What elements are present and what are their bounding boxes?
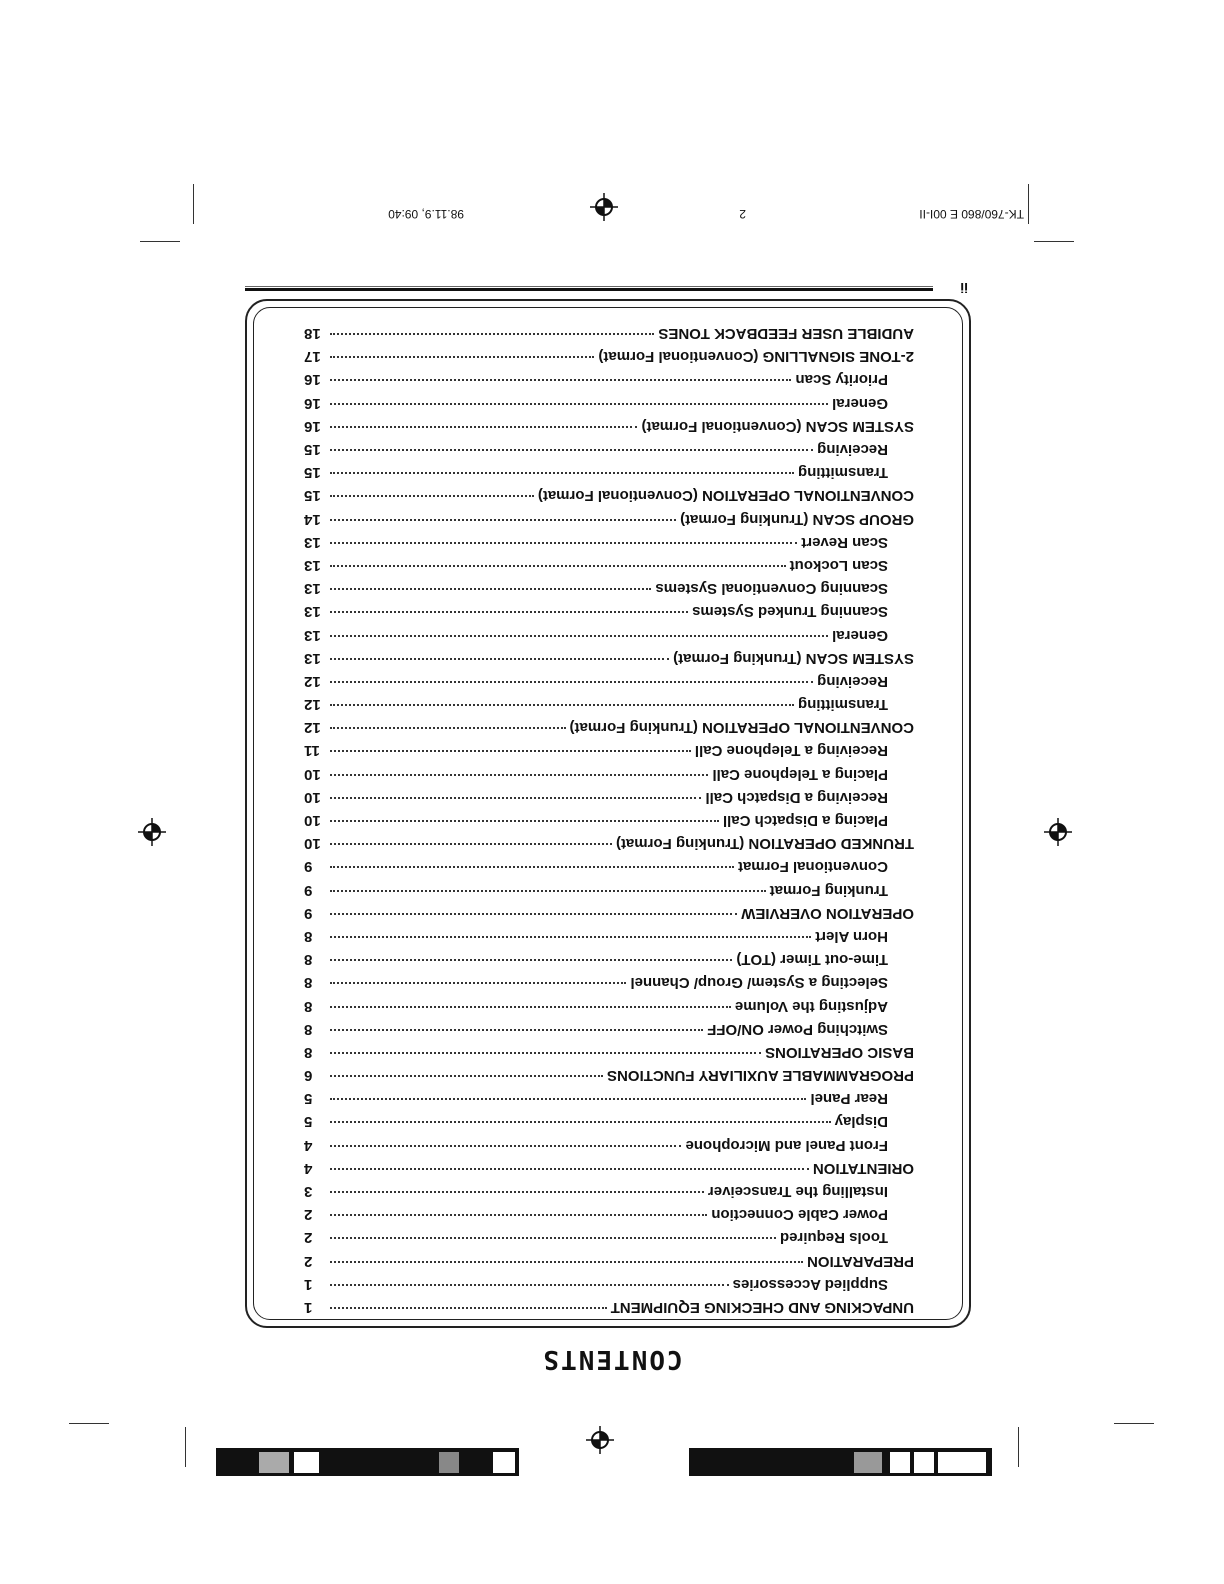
crop-mark bbox=[1028, 184, 1029, 224]
crop-mark bbox=[140, 241, 180, 242]
toc-row bbox=[304, 690, 914, 713]
toc-entry-title: SYSTEM SCAN (Conventional Format) bbox=[641, 417, 914, 435]
toc-row bbox=[304, 412, 914, 435]
toc-entry-page: 8 bbox=[304, 951, 313, 969]
toc-entry-page: 16 bbox=[304, 371, 321, 389]
divider-rule bbox=[245, 286, 933, 287]
dot-leader bbox=[330, 1052, 761, 1054]
crop-mark bbox=[1034, 241, 1074, 242]
toc-entry-page: 4 bbox=[304, 1159, 313, 1177]
toc-entry-title: TRUNKED OPERATION (Trunking Format) bbox=[615, 835, 914, 853]
toc-entry-title: Switching Power ON/OFF bbox=[707, 1020, 888, 1038]
toc-entry-page: 10 bbox=[304, 765, 321, 783]
toc-row bbox=[304, 1293, 914, 1316]
toc-entry-page: 17 bbox=[304, 348, 321, 366]
toc-entry-title: BASIC OPERATIONS bbox=[765, 1043, 914, 1061]
dot-leader bbox=[330, 681, 813, 683]
toc-row bbox=[304, 644, 914, 667]
toc-row bbox=[304, 389, 914, 412]
dot-leader bbox=[330, 1122, 831, 1124]
dot-leader bbox=[330, 472, 794, 474]
toc-row bbox=[304, 1246, 914, 1269]
dot-leader bbox=[330, 1145, 681, 1147]
dot-leader bbox=[330, 936, 811, 938]
toc-entry-page: 8 bbox=[304, 1043, 313, 1061]
toc-entry-title: PREPARATION bbox=[807, 1252, 914, 1270]
toc-entry-title: UNPACKING AND CHECKING EQUIPMENT bbox=[610, 1299, 914, 1316]
toc-entry-page: 8 bbox=[304, 928, 313, 945]
toc-entry-title: Selecting a System/ Group/ Channel bbox=[630, 974, 888, 992]
toc-entry-page: 1 bbox=[304, 1299, 313, 1316]
toc-entry-page: 6 bbox=[304, 1067, 313, 1085]
toc-entry-title: SYSTEM SCAN (Trunking Format) bbox=[673, 649, 914, 667]
toc-entry-page: 2 bbox=[304, 1206, 313, 1224]
toc-entry-title: Receiving bbox=[817, 672, 888, 690]
toc-row bbox=[304, 806, 914, 829]
toc-entry-title: Time-out Timer (TOT) bbox=[736, 951, 888, 969]
toc-entry-title: Scan Lockout bbox=[789, 557, 888, 574]
toc-row bbox=[304, 1223, 914, 1246]
toc-entry-page: 12 bbox=[304, 696, 321, 714]
toc-row bbox=[304, 713, 914, 736]
toc-row bbox=[304, 875, 914, 898]
toc-row bbox=[304, 620, 914, 643]
toc-row bbox=[304, 551, 914, 574]
dot-leader bbox=[330, 1029, 703, 1031]
dot-leader bbox=[330, 1261, 803, 1263]
toc-list bbox=[304, 319, 914, 1316]
dot-leader bbox=[330, 426, 637, 428]
toc-entry-page: 9 bbox=[304, 881, 313, 899]
toc-entry-title: Conventional Format bbox=[737, 858, 888, 876]
dot-leader bbox=[330, 1098, 806, 1100]
color-bar-right bbox=[216, 1448, 519, 1476]
toc-entry-page: 4 bbox=[304, 1136, 313, 1154]
crop-mark bbox=[69, 1423, 109, 1424]
toc-entry-page: 13 bbox=[304, 603, 321, 621]
toc-row bbox=[304, 528, 914, 551]
toc-row bbox=[304, 1061, 914, 1084]
toc-entry-page: 13 bbox=[304, 533, 321, 551]
toc-entry-title: Front Panel and Microphone bbox=[685, 1136, 888, 1154]
toc-entry-title: CONVENTIONAL OPERATION (Conventional Format) bbox=[537, 487, 914, 505]
toc-row bbox=[304, 852, 914, 875]
toc-entry-page: 10 bbox=[304, 812, 321, 830]
toc-entry-title: GROUP SCAN (Trunking Format) bbox=[680, 510, 914, 528]
toc-row bbox=[304, 365, 914, 388]
toc-entry-page: 5 bbox=[304, 1090, 313, 1108]
toc-row bbox=[304, 1200, 914, 1223]
toc-entry-title: General bbox=[832, 394, 888, 412]
crop-mark bbox=[185, 1427, 186, 1467]
toc-row bbox=[304, 504, 914, 527]
dot-leader bbox=[330, 565, 786, 567]
toc-entry-page: 13 bbox=[304, 649, 321, 667]
toc-entry-page: 3 bbox=[304, 1183, 313, 1201]
toc-entry-page: 9 bbox=[304, 858, 313, 876]
toc-row bbox=[304, 1015, 914, 1038]
dot-leader bbox=[330, 890, 766, 892]
toc-entry-page: 14 bbox=[304, 510, 321, 528]
dot-leader bbox=[330, 727, 566, 729]
dot-leader bbox=[330, 843, 612, 845]
toc-entry-page: 16 bbox=[304, 394, 321, 412]
toc-row bbox=[304, 922, 914, 945]
toc-row bbox=[304, 1038, 914, 1061]
toc-entry-page: 13 bbox=[304, 557, 321, 574]
toc-entry-title: Supplied Accessories bbox=[732, 1275, 888, 1293]
toc-row bbox=[304, 435, 914, 458]
toc-entry-title: Scan Revert bbox=[801, 533, 888, 551]
toc-entry-title: Scanning Conventional Systems bbox=[655, 580, 888, 598]
dot-leader bbox=[330, 1075, 603, 1077]
toc-entry-page: 12 bbox=[304, 672, 321, 690]
toc-row bbox=[304, 667, 914, 690]
toc-row bbox=[304, 968, 914, 991]
toc-entry-title: General bbox=[832, 626, 888, 644]
dot-leader bbox=[330, 866, 734, 868]
toc-entry-title: Tools Required bbox=[779, 1229, 888, 1247]
toc-row bbox=[304, 319, 914, 342]
dot-leader bbox=[330, 751, 691, 753]
toc-entry-title: 2-TONE SIGNALLING (Conventional Format) bbox=[598, 348, 914, 366]
toc-row bbox=[304, 1084, 914, 1107]
toc-entry-page: 16 bbox=[304, 417, 321, 435]
dot-leader bbox=[330, 774, 708, 776]
toc-entry-title: Priority Scan bbox=[795, 371, 888, 389]
dot-leader bbox=[330, 797, 701, 799]
dot-leader bbox=[330, 1168, 809, 1170]
page-marker: ii bbox=[960, 280, 968, 296]
toc-entry-page: 18 bbox=[304, 325, 321, 343]
toc-entry-title: Transmitting bbox=[797, 464, 888, 482]
toc-entry-page: 12 bbox=[304, 719, 321, 737]
divider-rule bbox=[245, 288, 933, 291]
toc-row bbox=[304, 991, 914, 1014]
toc-row bbox=[304, 1270, 914, 1293]
toc-row bbox=[304, 481, 914, 504]
toc-entry-page: 10 bbox=[304, 835, 321, 853]
toc-entry-page: 13 bbox=[304, 580, 321, 598]
dot-leader bbox=[330, 820, 719, 822]
toc-row bbox=[304, 574, 914, 597]
toc-row bbox=[304, 342, 914, 365]
toc-entry-page: 5 bbox=[304, 1113, 313, 1131]
dot-leader bbox=[330, 982, 626, 984]
toc-row bbox=[304, 1131, 914, 1154]
dot-leader bbox=[330, 913, 737, 915]
toc-row bbox=[304, 597, 914, 620]
print-timestamp: 98.11.9, 09:40 bbox=[388, 207, 464, 221]
toc-row bbox=[304, 945, 914, 968]
dot-leader bbox=[330, 495, 534, 497]
toc-entry-title: Placing a Telephone Call bbox=[712, 765, 888, 783]
toc-entry-page: 11 bbox=[304, 742, 320, 760]
toc-entry-title: OPERATION OVERVIEW bbox=[741, 904, 914, 922]
toc-entry-page: 10 bbox=[304, 788, 321, 806]
dot-leader bbox=[330, 356, 594, 358]
toc-entry-title: Receiving a Telephone Call bbox=[694, 742, 888, 760]
toc-entry-page: 9 bbox=[304, 904, 313, 922]
toc-row bbox=[304, 1107, 914, 1130]
registration-mark-icon bbox=[586, 1426, 614, 1454]
crop-mark bbox=[193, 184, 194, 224]
toc-entry-page: 15 bbox=[304, 441, 321, 459]
toc-row bbox=[304, 736, 914, 759]
toc-entry-title: PROGRAMMABLE AUXILIARY FUNCTIONS bbox=[607, 1067, 914, 1085]
dot-leader bbox=[330, 658, 669, 660]
toc-entry-title: Scanning Trunked Systems bbox=[692, 603, 888, 621]
toc-entry-page: 15 bbox=[304, 464, 321, 482]
toc-entry-title: Adjusting the Volume bbox=[734, 997, 888, 1015]
toc-entry-page: 8 bbox=[304, 974, 313, 992]
dot-leader bbox=[330, 403, 828, 405]
page-number: 2 bbox=[739, 207, 746, 221]
dot-leader bbox=[330, 1284, 729, 1286]
dot-leader bbox=[330, 635, 828, 637]
dot-leader bbox=[330, 1307, 607, 1309]
registration-mark-icon bbox=[138, 818, 166, 846]
toc-entry-title: Receiving a Dispatch Call bbox=[705, 788, 888, 806]
toc-entry-title: Installing the Transceiver bbox=[707, 1183, 888, 1201]
dot-leader bbox=[330, 611, 688, 613]
dot-leader bbox=[330, 1191, 704, 1193]
toc-entry-title: Rear Panel bbox=[810, 1090, 888, 1108]
color-bar-left bbox=[689, 1448, 992, 1476]
toc-entry-title: Transmitting bbox=[797, 696, 888, 714]
dot-leader bbox=[330, 449, 813, 451]
toc-entry-title: Horn Alert bbox=[815, 928, 888, 945]
toc-row bbox=[304, 829, 914, 852]
crop-mark bbox=[1018, 1427, 1019, 1467]
dot-leader bbox=[330, 519, 676, 521]
dot-leader bbox=[330, 333, 654, 335]
toc-entry-title: Placing a Dispatch Call bbox=[722, 812, 888, 830]
dot-leader bbox=[330, 1214, 707, 1216]
toc-entry-page: 8 bbox=[304, 1020, 313, 1038]
toc-row bbox=[304, 1154, 914, 1177]
registration-mark-icon bbox=[590, 193, 618, 221]
toc-entry-title: Display bbox=[834, 1113, 888, 1131]
toc-entry-page: 2 bbox=[304, 1252, 313, 1270]
crop-mark bbox=[1114, 1423, 1154, 1424]
toc-entry-page: 1 bbox=[304, 1275, 313, 1293]
toc-row bbox=[304, 899, 914, 922]
dot-leader bbox=[330, 380, 791, 382]
toc-entry-title: ORIENTATION bbox=[812, 1159, 914, 1177]
dot-leader bbox=[330, 704, 794, 706]
toc-entry-title: Receiving bbox=[817, 441, 888, 459]
toc-entry-title: Power Cable Connection bbox=[711, 1206, 888, 1224]
dot-leader bbox=[330, 542, 797, 544]
toc-entry-title: AUDIBLE USER FEEDBACK TONES bbox=[658, 325, 914, 343]
toc-row bbox=[304, 1177, 914, 1200]
registration-mark-icon bbox=[1044, 818, 1072, 846]
toc-row bbox=[304, 760, 914, 783]
dot-leader bbox=[330, 588, 651, 590]
dot-leader bbox=[330, 1237, 776, 1239]
toc-row bbox=[304, 458, 914, 481]
dot-leader bbox=[330, 1006, 731, 1008]
toc-row bbox=[304, 783, 914, 806]
toc-entry-title: Trunking Format bbox=[769, 881, 888, 899]
toc-entry-page: 2 bbox=[304, 1229, 313, 1247]
page-title: CONTENTS bbox=[541, 1344, 683, 1374]
toc-entry-title: CONVENTIONAL OPERATION (Trunking Format) bbox=[569, 719, 914, 737]
doc-code: TK-760/860 E 00I-II bbox=[919, 207, 1024, 221]
toc-entry-page: 13 bbox=[304, 626, 321, 644]
toc-entry-page: 8 bbox=[304, 997, 313, 1015]
dot-leader bbox=[330, 959, 732, 961]
toc-entry-page: 15 bbox=[304, 487, 321, 505]
